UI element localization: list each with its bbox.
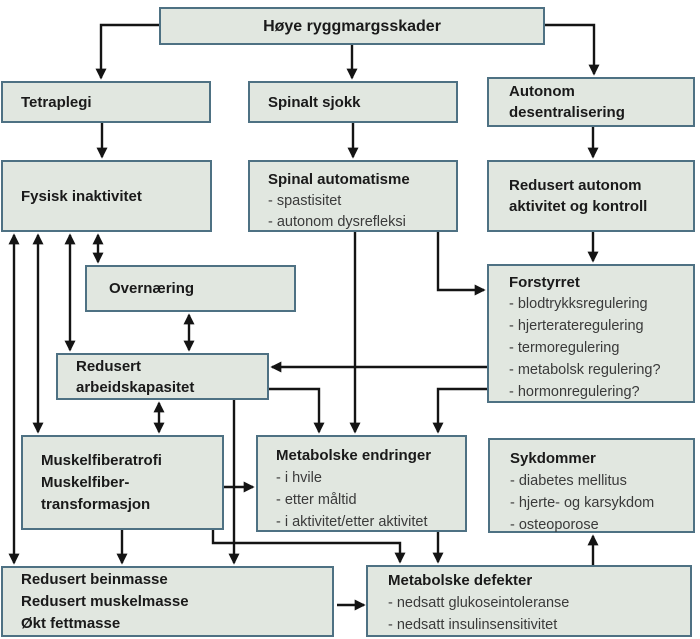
node-hoye-ryggmargsskader <box>159 7 545 45</box>
node-redusert-autonom-title-line: Redusert autonom <box>509 177 642 194</box>
node-kroppsmasse <box>1 566 334 637</box>
list-item: - i hvile <box>276 470 322 486</box>
node-redusert-arbeidskapasitet <box>56 353 269 400</box>
node-spinalt-sjokk <box>248 81 458 123</box>
node-autonom-title-line: Autonom <box>509 83 575 100</box>
list-item: - hjerterateregulering <box>509 318 644 334</box>
node-muskelfiber-title-line: Muskelfiberatrofi <box>41 451 162 469</box>
node-sykdommer-title: Sykdommer <box>510 450 596 467</box>
list-item: - spastisitet <box>268 193 342 209</box>
arrow-forstyrret-to-metabolske-endringer <box>438 389 487 432</box>
list-item: - termoregulering <box>509 340 620 356</box>
node-redusert-autonom <box>487 160 695 232</box>
node-muskelfiber-title-line: Muskelfiber- <box>41 473 130 491</box>
list-item: - osteoporose <box>510 517 599 533</box>
list-item: - etter måltid <box>276 492 357 508</box>
node-forstyrret <box>487 264 695 403</box>
node-kroppsmasse-title-line: Redusert muskelmasse <box>21 592 189 610</box>
list-item: - hormonregulering? <box>509 384 640 400</box>
node-autonom-desentralisering <box>487 77 695 127</box>
node-tetraplegi-title: Tetraplegi <box>21 93 92 111</box>
node-metabolske-defekter-title: Metabolske defekter <box>388 572 533 589</box>
list-item: - autonom dysrefleksi <box>268 214 406 230</box>
arrow-muskelfiber-to-metabolske-defekter <box>213 530 400 562</box>
node-sykdommer <box>488 438 695 533</box>
node-metabolske-defekter <box>366 565 692 637</box>
node-redusert-autonom-title-line: aktivitet og kontroll <box>509 198 648 215</box>
node-kroppsmasse-title-line: Redusert beinmasse <box>21 570 168 588</box>
list-item: - nedsatt glukoseintoleranse <box>388 595 570 611</box>
node-metabolske-endringer-title: Metabolske endringer <box>276 447 432 464</box>
list-item: - nedsatt insulinsensitivitet <box>388 617 558 633</box>
arrow-hoye-to-autonom-desentralisering <box>545 25 594 74</box>
node-spinalt-sjokk-title: Spinalt sjokk <box>268 93 361 111</box>
node-forstyrret-title: Forstyrret <box>509 274 580 291</box>
node-overnaering <box>85 265 296 312</box>
node-autonom-title-line: desentralisering <box>509 104 625 121</box>
node-hoye-ryggmargsskader-title: Høye ryggmargsskader <box>263 17 441 35</box>
node-overnaering-title: Overnæring <box>109 280 195 297</box>
node-spinal-automatisme <box>248 160 458 232</box>
node-muskelfiber <box>21 435 224 530</box>
node-metabolske-endringer <box>256 435 467 532</box>
arrow-arbeidskapasitet-to-metabolske-endringer <box>269 389 319 432</box>
arrow-hoye-to-tetraplegi <box>101 25 159 78</box>
list-item: - hjerte- og karsykdom <box>510 495 655 511</box>
list-item: - blodtrykksregulering <box>509 296 648 312</box>
node-fysisk-inaktivitet <box>1 160 212 232</box>
list-item: - i aktivitet/etter aktivitet <box>276 514 428 530</box>
list-item: - metabolsk regulering? <box>509 362 661 378</box>
list-item: - diabetes mellitus <box>510 473 627 489</box>
node-muskelfiber-title-line: transformasjon <box>41 495 151 513</box>
node-kroppsmasse-title-line: Økt fettmasse <box>21 614 121 632</box>
node-tetraplegi <box>1 81 211 123</box>
arrow-spinal-automatisme-to-forstyrret <box>438 232 484 290</box>
node-arbeidskapasitet-title-line: Redusert <box>76 357 142 375</box>
node-fysisk-inaktivitet-title: Fysisk inaktivitet <box>21 187 142 205</box>
node-arbeidskapasitet-title-line: arbeidskapasitet <box>76 378 195 396</box>
node-spinal-automatisme-title: Spinal automatisme <box>268 171 410 188</box>
